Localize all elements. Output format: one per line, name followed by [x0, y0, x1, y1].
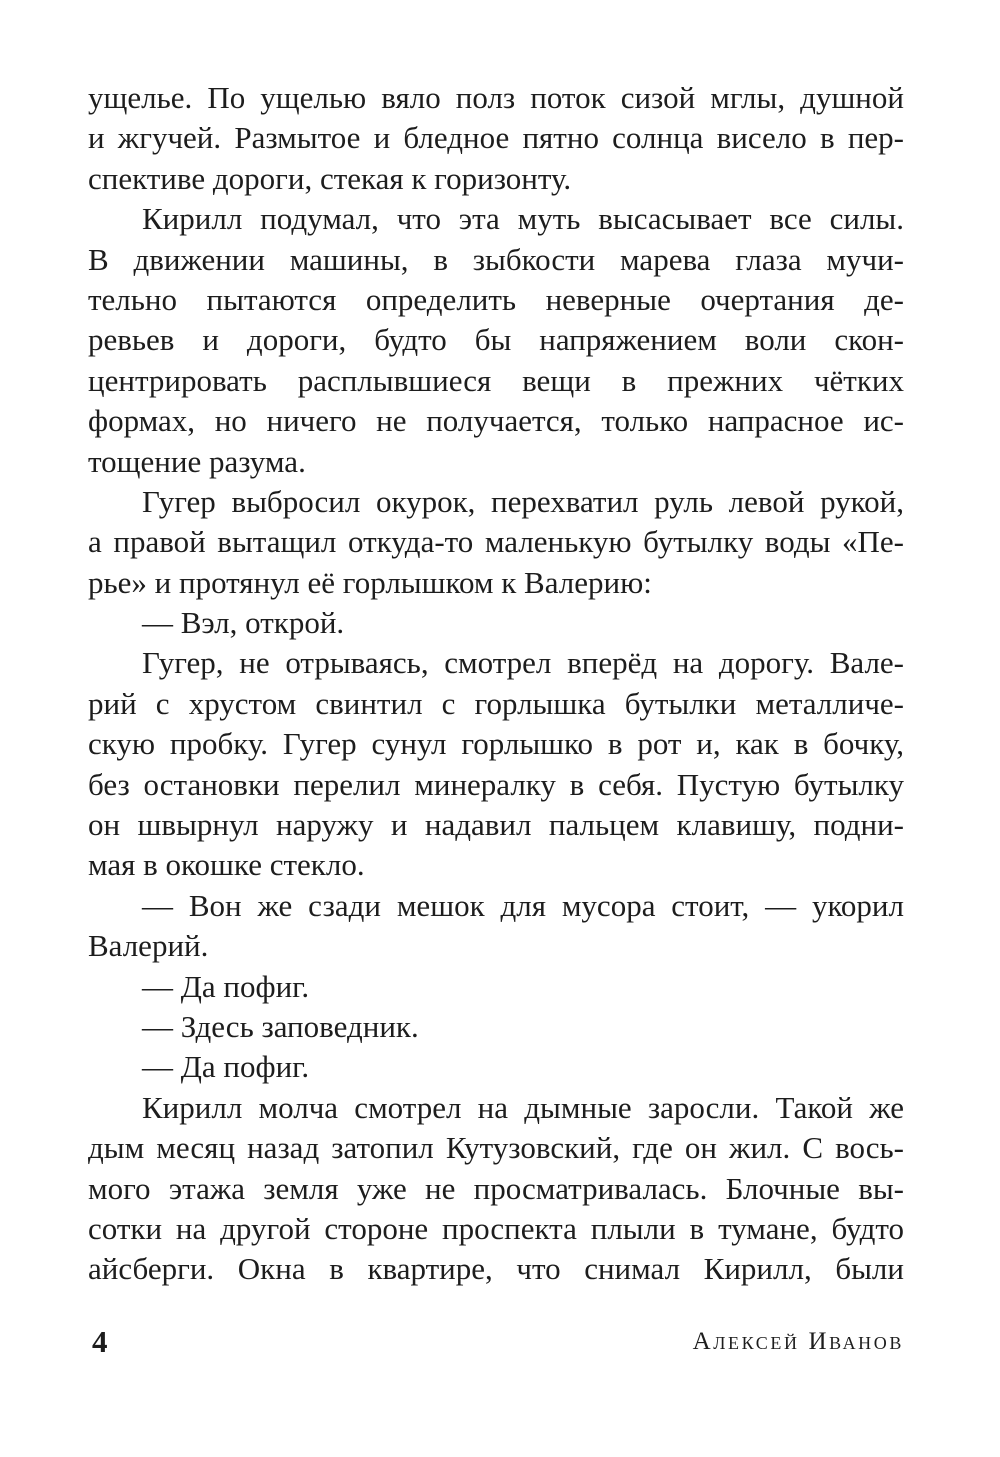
text-line: рий с хрустом свинтил с горлышка бутылки металличе-	[88, 685, 904, 721]
text-line: В движении машины, в зыбкости марева глаза мучи-	[88, 241, 904, 277]
text-line: спективе дороги, стекая к горизонту.	[88, 160, 572, 196]
text-line: — Да пофиг.	[142, 968, 310, 1004]
text-line: скую пробку. Гугер сунул горлышко в рот и, как в бочку,	[88, 726, 904, 762]
text-line: и жгучей. Размытое и бледное пятно солнца висело в пер-	[88, 120, 904, 156]
text-line: Кирилл молча смотрел на дымные заросли. Такой же	[142, 1089, 904, 1125]
text-line: Гугер выбросил окурок, перехватил руль левой рукой,	[142, 483, 904, 519]
text-line: ревьев и дороги, будто бы напряжением воли скон-	[88, 322, 904, 358]
text-line: он швырнул наружу и надавил пальцем клавишу, подни-	[88, 807, 904, 843]
text-line: — Да пофиг.	[142, 1049, 310, 1085]
text-line: ущелье. По ущелью вяло полз поток сизой мглы, душной	[88, 80, 904, 115]
text-line: сотки на другой стороне проспекта плыли в тумане, будто	[88, 1210, 904, 1246]
text-line: центрировать расплывшиеся вещи в прежних чётких	[88, 362, 904, 398]
text-line: без остановки перелил минералку в себя. Пустую бутылку	[88, 766, 904, 802]
text-line: — Вон же сзади мешок для мусора стоит, — укорил	[142, 887, 904, 923]
text-line: Валерий.	[88, 928, 209, 964]
text-line: — Вэл, открой.	[142, 605, 345, 641]
text-line: формах, но ничего не получается, только напрасное ис-	[88, 403, 904, 439]
text-line: а правой вытащил откуда-то маленькую бутылку воды «Пе-	[88, 524, 904, 560]
page-number: 4	[92, 1324, 108, 1359]
text-line: мая в окошке стекло.	[88, 847, 365, 883]
text-line: — Здесь заповедник.	[142, 1008, 419, 1044]
text-line: мого этажа земля уже не просматривалась. Блочные вы-	[88, 1170, 904, 1206]
text-line: тощение разума.	[88, 443, 306, 479]
page-text	[88, 78, 904, 1290]
page-footer	[88, 1322, 904, 1362]
text-line: Кирилл подумал, что эта муть высасывает все силы.	[142, 201, 904, 237]
text-line: айсберги. Окна в квартире, что снимал Кирилл, были	[88, 1251, 904, 1287]
text-line: Гугер, не отрываясь, смотрел вперёд на дорогу. Вале-	[142, 645, 904, 681]
text-line: рье» и протянул её горлышком к Валерию:	[88, 564, 652, 600]
text-line: дым месяц назад затопил Кутузовский, где он жил. С вось-	[88, 1130, 904, 1166]
running-head-author: Алексей Иванов	[692, 1328, 904, 1355]
text-line: тельно пытаются определить неверные очертания де-	[88, 281, 904, 317]
